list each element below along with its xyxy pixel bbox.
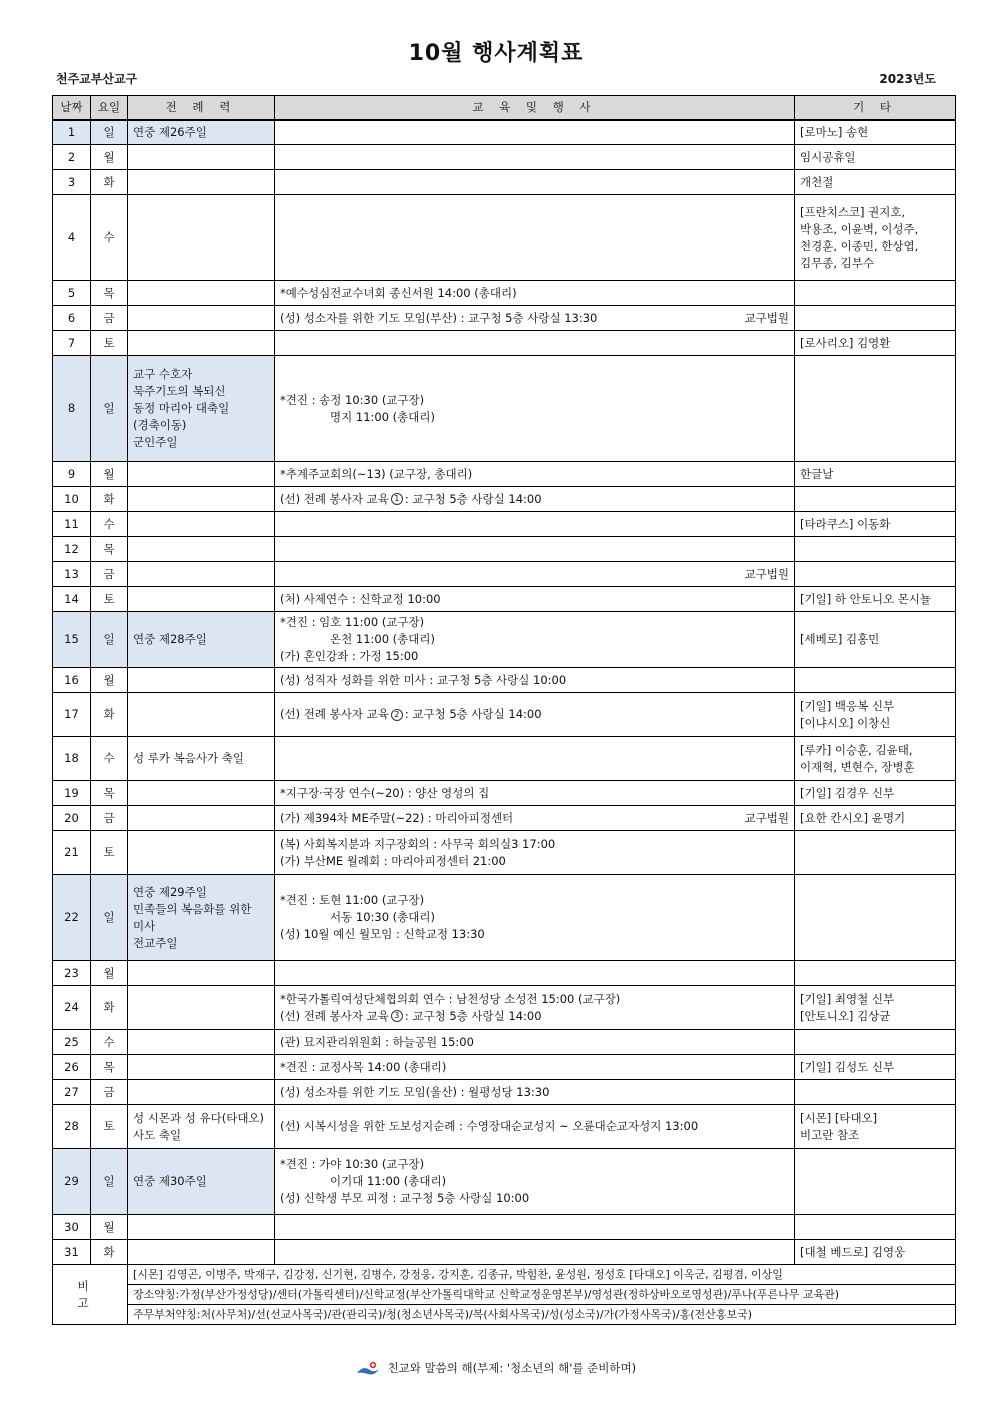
liturgy-line: 교구 수호자 bbox=[133, 367, 193, 381]
etc-cell bbox=[795, 781, 956, 806]
day-cell: 토 bbox=[91, 831, 128, 875]
date-cell: 16 bbox=[53, 668, 91, 693]
etc-line: 김무종, 김부수 bbox=[800, 255, 874, 270]
footer-text: 친교와 말씀의 해(부제: '청소년의 해'를 준비하며) bbox=[387, 1361, 637, 1375]
liturgy-line: 전교주일 bbox=[133, 935, 178, 950]
events-cell bbox=[275, 1240, 795, 1265]
liturgy-cell bbox=[128, 537, 275, 562]
events-cell bbox=[275, 512, 795, 537]
table-row bbox=[53, 875, 956, 961]
events-cell bbox=[275, 1055, 795, 1080]
etc-cell bbox=[795, 331, 956, 356]
circled-number: 1 bbox=[391, 493, 403, 505]
date-cell: 10 bbox=[53, 487, 91, 512]
date-cell: 30 bbox=[53, 1215, 91, 1240]
notes-line-3: 주무부처약칭:처(사무처)/선(선교사목국)/관(관리국)/청(청소년사목국)/복(사회사목국)/성(성소국)/가(가정사목국)/홍(전산홍보국) bbox=[128, 1305, 956, 1325]
table-row bbox=[53, 1055, 956, 1080]
event-line: 서동 10:30 (총대리) bbox=[330, 910, 435, 924]
event-line: (성) 신학생 부모 피정 : 교구청 5층 사랑실 10:00 bbox=[280, 1191, 530, 1205]
events-cell bbox=[275, 195, 795, 281]
notes-line-1: [시몬] 김영곤, 이병주, 박재구, 김강정, 신기현, 김병수, 강정웅, 강지훈, 김종규, 박힘찬, 윤성원, 정성호 [타대오] 이옥군, 김평겸, 이상일 bbox=[128, 1265, 956, 1285]
liturgy-cell bbox=[128, 120, 275, 145]
table-row bbox=[53, 1149, 956, 1215]
event-line: *견진 : 토현 11:00 (교구장) bbox=[280, 893, 425, 907]
etc-cell bbox=[795, 487, 956, 512]
liturgy-cell bbox=[128, 612, 275, 668]
table-row bbox=[53, 195, 956, 281]
etc-line: [기일] 하 안토니오 몬시뇰 bbox=[800, 591, 932, 606]
etc-cell bbox=[795, 537, 956, 562]
liturgy-cell bbox=[128, 1030, 275, 1055]
table-row bbox=[53, 806, 956, 831]
date-cell: 9 bbox=[53, 462, 91, 487]
diocese-logo-icon bbox=[356, 1361, 380, 1377]
events-cell bbox=[275, 737, 795, 781]
day-cell: 목 bbox=[91, 1055, 128, 1080]
day-cell: 금 bbox=[91, 306, 128, 331]
day-cell: 토 bbox=[91, 331, 128, 356]
table-row bbox=[53, 306, 956, 331]
table-row bbox=[53, 512, 956, 537]
events-cell bbox=[275, 1080, 795, 1105]
day-cell: 월 bbox=[91, 668, 128, 693]
day-cell: 월 bbox=[91, 1215, 128, 1240]
date-cell: 6 bbox=[53, 306, 91, 331]
table-header-row bbox=[53, 96, 956, 120]
header-day: 요일 bbox=[91, 96, 128, 120]
liturgy-line: 묵주기도의 복되신 bbox=[133, 384, 226, 398]
notes-section bbox=[53, 1265, 956, 1325]
day-cell: 일 bbox=[91, 120, 128, 145]
event-line: *견진 : 임호 11:00 (교구장) bbox=[280, 615, 425, 629]
date-cell: 17 bbox=[53, 693, 91, 737]
table-row bbox=[53, 1240, 956, 1265]
events-cell bbox=[275, 170, 795, 195]
etc-line: [요한 칸시오] 윤명기 bbox=[800, 810, 906, 825]
etc-cell bbox=[795, 195, 956, 281]
liturgy-cell bbox=[128, 693, 275, 737]
table-row bbox=[53, 693, 956, 737]
header-liturgy: 전 례 력 bbox=[128, 96, 275, 120]
etc-cell bbox=[795, 668, 956, 693]
liturgy-line: 군인주일 bbox=[133, 435, 178, 449]
date-cell: 31 bbox=[53, 1240, 91, 1265]
etc-cell bbox=[795, 120, 956, 145]
header-etc: 기 타 bbox=[795, 96, 956, 120]
circled-number: 2 bbox=[391, 709, 403, 721]
table-row bbox=[53, 1105, 956, 1149]
etc-cell bbox=[795, 145, 956, 170]
event-line: (복) 사회복지분과 지구장회의 : 사무국 회의실3 17:00 bbox=[280, 836, 556, 851]
notes-line-2: 장소약칭:가정(부산가정성당)/센터(가톨릭센터)/신학교정(부산가톨릭대학교 신학교정운영본부)/영성관(정하상바오로영성관)/푸나(푸른나무 교육관) bbox=[128, 1285, 956, 1305]
day-cell: 목 bbox=[91, 537, 128, 562]
event-line: (가) 제394차 ME주말(~22) : 마리아피정센터 교구법원 bbox=[280, 810, 789, 825]
date-cell: 26 bbox=[53, 1055, 91, 1080]
liturgy-cell bbox=[128, 195, 275, 281]
liturgy-cell bbox=[128, 831, 275, 875]
event-line: (가) 혼인강좌 : 가정 15:00 bbox=[280, 649, 419, 663]
date-cell: 29 bbox=[53, 1149, 91, 1215]
events-cell bbox=[275, 693, 795, 737]
etc-cell bbox=[795, 1240, 956, 1265]
date-cell: 4 bbox=[53, 195, 91, 281]
table-row bbox=[53, 961, 956, 986]
events-cell bbox=[275, 806, 795, 831]
table-row bbox=[53, 562, 956, 587]
day-cell: 금 bbox=[91, 562, 128, 587]
day-cell: 화 bbox=[91, 170, 128, 195]
event-right-note: 교구법원 bbox=[744, 566, 789, 581]
date-cell: 21 bbox=[53, 831, 91, 875]
event-line: (처) 사제연수 : 신학교정 10:00 bbox=[280, 591, 441, 606]
event-line: 이기대 11:00 (총대리) bbox=[330, 1174, 447, 1188]
date-cell: 7 bbox=[53, 331, 91, 356]
etc-line: [로사리오] 김영환 bbox=[800, 335, 891, 350]
table-row bbox=[53, 1030, 956, 1055]
etc-cell bbox=[795, 562, 956, 587]
event-line: *견진 : 교정사목 14:00 (총대리) bbox=[280, 1059, 447, 1074]
event-line: *견진 : 송정 10:30 (교구장) bbox=[280, 392, 425, 407]
day-cell: 토 bbox=[91, 587, 128, 612]
events-cell bbox=[275, 875, 795, 961]
liturgy-line: (경축이동) bbox=[133, 418, 187, 432]
etc-cell bbox=[795, 1030, 956, 1055]
table-row bbox=[53, 831, 956, 875]
liturgy-cell bbox=[128, 1080, 275, 1105]
events-cell bbox=[275, 120, 795, 145]
liturgy-cell bbox=[128, 1149, 275, 1215]
etc-line: [기일] 김성도 신부 bbox=[800, 1059, 895, 1074]
date-cell: 5 bbox=[53, 281, 91, 306]
events-cell bbox=[275, 331, 795, 356]
day-cell: 수 bbox=[91, 195, 128, 281]
liturgy-cell bbox=[128, 1240, 275, 1265]
day-cell: 화 bbox=[91, 693, 128, 737]
etc-line: [루카] 이승훈, 김윤태, bbox=[800, 742, 913, 757]
day-cell: 일 bbox=[91, 612, 128, 668]
liturgy-line: 사도 축일 bbox=[133, 1127, 182, 1142]
etc-cell bbox=[795, 281, 956, 306]
organization-name: 천주교부산교구 bbox=[56, 72, 138, 86]
date-cell: 15 bbox=[53, 612, 91, 668]
etc-line: [세베로] 김홍민 bbox=[800, 632, 880, 646]
date-cell: 11 bbox=[53, 512, 91, 537]
day-cell: 목 bbox=[91, 781, 128, 806]
day-cell: 수 bbox=[91, 1030, 128, 1055]
events-cell bbox=[275, 1215, 795, 1240]
etc-cell bbox=[795, 806, 956, 831]
day-cell: 월 bbox=[91, 961, 128, 986]
event-line: *지구장·국장 연수(~20) : 양산 영성의 집 bbox=[280, 785, 490, 800]
event-line: (성) 성직자 성화를 위한 미사 : 교구청 5층 사랑실 10:00 bbox=[280, 672, 567, 687]
events-cell bbox=[275, 668, 795, 693]
date-cell: 23 bbox=[53, 961, 91, 986]
etc-cell bbox=[795, 512, 956, 537]
event-line: (성) 10월 예신 월모임 : 신학교정 13:30 bbox=[280, 927, 485, 941]
schedule-body bbox=[53, 120, 956, 1265]
etc-cell bbox=[795, 612, 956, 668]
table-row bbox=[53, 986, 956, 1030]
table-row bbox=[53, 612, 956, 668]
event-line: (선) 전례 봉사자 교육 2 : 교구청 5층 사랑실 14:00 bbox=[280, 707, 542, 721]
etc-cell bbox=[795, 961, 956, 986]
date-cell: 24 bbox=[53, 986, 91, 1030]
date-cell: 13 bbox=[53, 562, 91, 587]
table-row bbox=[53, 587, 956, 612]
liturgy-line: 연중 제29주일 bbox=[133, 884, 207, 899]
table-row bbox=[53, 120, 956, 145]
day-cell: 토 bbox=[91, 1105, 128, 1149]
etc-line: [프란치스코] 권지호, bbox=[800, 204, 906, 219]
events-cell bbox=[275, 612, 795, 668]
liturgy-cell bbox=[128, 806, 275, 831]
etc-line: [대철 베드로] 김영웅 bbox=[800, 1244, 906, 1259]
liturgy-cell bbox=[128, 1105, 275, 1149]
liturgy-cell bbox=[128, 306, 275, 331]
etc-cell bbox=[795, 1149, 956, 1215]
date-cell: 18 bbox=[53, 737, 91, 781]
day-cell: 일 bbox=[91, 875, 128, 961]
event-line: (성) 성소자를 위한 기도 모임(부산) : 교구청 5층 사랑실 13:30 교구법원 bbox=[280, 310, 789, 325]
etc-cell bbox=[795, 1080, 956, 1105]
day-cell: 일 bbox=[91, 1149, 128, 1215]
liturgy-line: 연중 제26주일 bbox=[133, 124, 207, 139]
liturgy-line: 연중 제30주일 bbox=[133, 1174, 207, 1188]
liturgy-cell bbox=[128, 462, 275, 487]
table-row bbox=[53, 331, 956, 356]
day-cell: 수 bbox=[91, 512, 128, 537]
etc-cell bbox=[795, 1215, 956, 1240]
table-row bbox=[53, 487, 956, 512]
etc-line: [이냐시오] 이창신 bbox=[800, 715, 891, 730]
etc-line: [로마노] 송현 bbox=[800, 124, 869, 139]
etc-line: [기일] 백응복 신부 bbox=[800, 698, 895, 713]
event-line: *한국가톨릭여성단체협의회 연수 : 남천성당 소성전 15:00 (교구장) bbox=[280, 991, 621, 1006]
table-row bbox=[53, 170, 956, 195]
day-cell: 화 bbox=[91, 1240, 128, 1265]
day-cell: 화 bbox=[91, 986, 128, 1030]
etc-line: [시몬] [타대오] bbox=[800, 1110, 878, 1125]
day-cell: 월 bbox=[91, 145, 128, 170]
etc-line: 한글날 bbox=[800, 466, 834, 481]
notes-label: 비 고 bbox=[53, 1265, 128, 1325]
event-line: 온천 11:00 (총대리) bbox=[330, 632, 435, 646]
circled-number: 3 bbox=[391, 1010, 403, 1022]
table-row bbox=[53, 668, 956, 693]
date-cell: 27 bbox=[53, 1080, 91, 1105]
liturgy-line: 성 루카 복음사가 축일 bbox=[133, 751, 244, 765]
table-row bbox=[53, 356, 956, 462]
liturgy-cell bbox=[128, 668, 275, 693]
etc-cell bbox=[795, 587, 956, 612]
events-cell bbox=[275, 356, 795, 462]
day-cell: 금 bbox=[91, 1080, 128, 1105]
liturgy-cell bbox=[128, 737, 275, 781]
event-line: (가) 부산ME 월례회 : 마리아피정센터 21:00 bbox=[280, 853, 506, 868]
liturgy-line: 민족들의 복음화를 위한 bbox=[133, 901, 252, 916]
etc-cell bbox=[795, 1055, 956, 1080]
footer bbox=[0, 1360, 992, 1377]
liturgy-cell bbox=[128, 1215, 275, 1240]
event-right-note: 교구법원 bbox=[744, 310, 789, 325]
events-cell bbox=[275, 306, 795, 331]
etc-line: [기일] 최영철 신부 bbox=[800, 991, 895, 1006]
etc-cell bbox=[795, 693, 956, 737]
liturgy-cell bbox=[128, 961, 275, 986]
etc-cell bbox=[795, 1105, 956, 1149]
events-cell bbox=[275, 1105, 795, 1149]
event-line: *예수성심전교수녀회 종신서원 14:00 (총대리) bbox=[280, 285, 517, 300]
etc-line: [기일] 김경우 신부 bbox=[800, 785, 895, 800]
table-row bbox=[53, 537, 956, 562]
day-cell: 수 bbox=[91, 737, 128, 781]
liturgy-cell bbox=[128, 587, 275, 612]
event-line: (관) 묘지관리위원회 : 하늘공원 15:00 bbox=[280, 1034, 474, 1049]
etc-line: 임시공휴일 bbox=[800, 149, 856, 164]
events-cell bbox=[275, 831, 795, 875]
etc-line: 이재혁, 변현수, 장병훈 bbox=[800, 759, 915, 774]
events-cell bbox=[275, 961, 795, 986]
day-cell: 일 bbox=[91, 356, 128, 462]
day-cell: 월 bbox=[91, 462, 128, 487]
date-cell: 28 bbox=[53, 1105, 91, 1149]
events-cell bbox=[275, 986, 795, 1030]
liturgy-line: 연중 제28주일 bbox=[133, 632, 207, 646]
day-cell: 목 bbox=[91, 281, 128, 306]
event-line: *견진 : 가야 10:30 (교구장) bbox=[280, 1157, 425, 1171]
event-line: 명지 11:00 (총대리) bbox=[330, 409, 435, 424]
header-events: 교 육 및 행 사 bbox=[275, 96, 795, 120]
event-line bbox=[280, 566, 789, 583]
liturgy-cell bbox=[128, 562, 275, 587]
events-cell bbox=[275, 487, 795, 512]
event-line: *추계주교회의(~13) (교구장, 총대리) bbox=[280, 466, 473, 481]
etc-cell bbox=[795, 875, 956, 961]
events-cell bbox=[275, 562, 795, 587]
etc-line: [안토니오] 김상균 bbox=[800, 1008, 891, 1023]
day-cell: 화 bbox=[91, 487, 128, 512]
etc-cell bbox=[795, 986, 956, 1030]
liturgy-cell bbox=[128, 487, 275, 512]
etc-cell bbox=[795, 737, 956, 781]
liturgy-cell bbox=[128, 356, 275, 462]
liturgy-cell bbox=[128, 986, 275, 1030]
liturgy-line: 동정 마리아 대축일 bbox=[133, 401, 230, 415]
liturgy-cell bbox=[128, 145, 275, 170]
events-cell bbox=[275, 1030, 795, 1055]
table-row bbox=[53, 781, 956, 806]
day-cell: 금 bbox=[91, 806, 128, 831]
date-cell: 12 bbox=[53, 537, 91, 562]
event-line: (선) 전례 봉사자 교육 1 : 교구청 5층 사랑실 14:00 bbox=[280, 491, 542, 506]
liturgy-cell bbox=[128, 170, 275, 195]
etc-line: 개천절 bbox=[800, 174, 834, 189]
events-cell bbox=[275, 462, 795, 487]
etc-cell bbox=[795, 462, 956, 487]
liturgy-cell bbox=[128, 1055, 275, 1080]
etc-cell bbox=[795, 170, 956, 195]
table-row bbox=[53, 737, 956, 781]
event-right-note: 교구법원 bbox=[744, 810, 789, 825]
year-label: 2023년도 bbox=[879, 72, 936, 86]
liturgy-cell bbox=[128, 781, 275, 806]
liturgy-cell bbox=[128, 331, 275, 356]
event-line: (선) 전례 봉사자 교육 3 : 교구청 5층 사랑실 14:00 bbox=[280, 1008, 542, 1023]
etc-cell bbox=[795, 831, 956, 875]
schedule-table bbox=[52, 95, 956, 1325]
etc-line: 천경훈, 이종민, 한상엽, bbox=[800, 238, 919, 253]
date-cell: 14 bbox=[53, 587, 91, 612]
date-cell: 8 bbox=[53, 356, 91, 462]
events-cell bbox=[275, 281, 795, 306]
event-line: (선) 시복시성을 위한 도보성지순례 : 수영장대순교성지 ~ 오륜대순교자성지 13:00 bbox=[280, 1119, 699, 1133]
event-line: (성) 성소자를 위한 기도 모임(울산) : 월평성당 13:30 bbox=[280, 1084, 550, 1099]
date-cell: 19 bbox=[53, 781, 91, 806]
date-cell: 1 bbox=[53, 120, 91, 145]
etc-line: [타라쿠스] 이동화 bbox=[800, 516, 891, 531]
etc-cell bbox=[795, 356, 956, 462]
date-cell: 3 bbox=[53, 170, 91, 195]
etc-line: 박용조, 이윤벽, 이성주, bbox=[800, 221, 919, 236]
table-row bbox=[53, 281, 956, 306]
events-cell bbox=[275, 587, 795, 612]
date-cell: 2 bbox=[53, 145, 91, 170]
liturgy-cell bbox=[128, 281, 275, 306]
table-row bbox=[53, 145, 956, 170]
events-cell bbox=[275, 1149, 795, 1215]
liturgy-cell bbox=[128, 875, 275, 961]
liturgy-line: 미사 bbox=[133, 918, 156, 933]
header-date: 날짜 bbox=[53, 96, 91, 120]
page-title: 10월 행사계획표 bbox=[408, 41, 584, 66]
events-cell bbox=[275, 781, 795, 806]
date-cell: 22 bbox=[53, 875, 91, 961]
events-cell bbox=[275, 537, 795, 562]
date-cell: 20 bbox=[53, 806, 91, 831]
etc-cell bbox=[795, 306, 956, 331]
table-row bbox=[53, 1080, 956, 1105]
events-cell bbox=[275, 145, 795, 170]
table-row bbox=[53, 1215, 956, 1240]
table-row bbox=[53, 462, 956, 487]
liturgy-line: 성 시몬과 성 유다(타대오) bbox=[133, 1110, 265, 1125]
etc-line: 비고란 참조 bbox=[800, 1127, 860, 1142]
date-cell: 25 bbox=[53, 1030, 91, 1055]
liturgy-cell bbox=[128, 512, 275, 537]
